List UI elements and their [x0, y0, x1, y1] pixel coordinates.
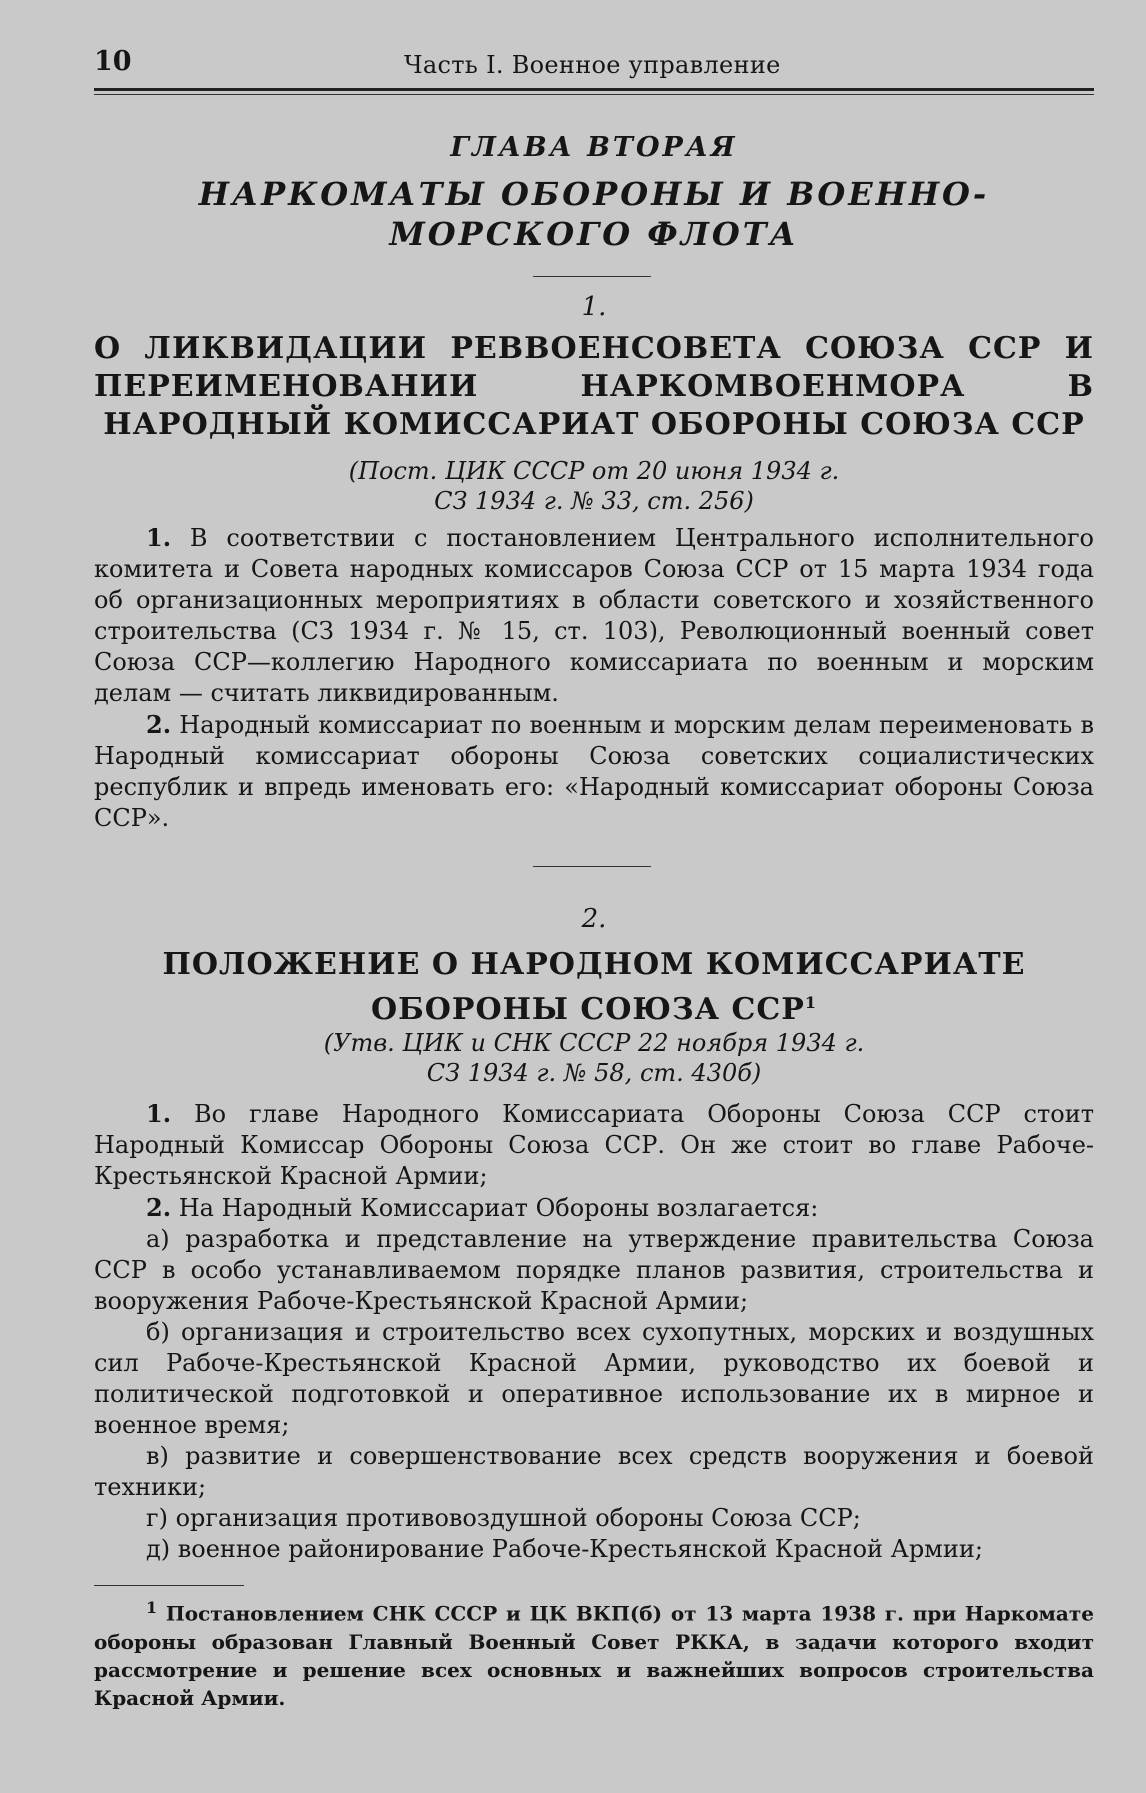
source-line-2: СЗ 1934 г. № 33, ст. 256) [434, 487, 754, 515]
footnote-text: Постановлением СНК СССР и ЦК ВКП(б) от 13 марта 1938 г. при Наркомате обороны образован Главный Военный Совет РККА, в задачи которого входит рассмотрение и решение всех основных и важнейших вопросов строительства Красной Армии. [94, 1601, 1094, 1710]
paragraph-text: В соответствии с постановлением Центрального исполнительного комитета и Совета народных комиссаров Союза ССР от 15 марта 1934 года об организационных мероприятиях в области советского и хозяйственного строительства (СЗ 1934 г. № 15, ст. 103), Революционный военный совет Союза ССР—коллегию Народного комиссариата по военным и морским делам — считать ликвидированным. [94, 524, 1094, 707]
footnote-rule [94, 1585, 244, 1586]
footnote-paragraph [94, 1594, 1094, 1712]
source-line-1: (Утв. ЦИК и СНК СССР 22 ноября 1934 г. [323, 1029, 865, 1057]
section-2-title [94, 946, 1094, 1029]
chapter-label: ГЛАВА ВТОРАЯ [450, 132, 738, 163]
paragraph [94, 1098, 1094, 1192]
footnote-ref[interactable]: 1 [804, 993, 818, 1012]
list-item: б) организация и строительство всех сухопутных, морских и воздушных сил Рабоче-Крестьянской Красной Армии, руководство их боевой и политической подготовкой и оперативное использование их в мирное и военное время; [94, 1318, 1094, 1439]
chapter-title: НАРКОМАТЫ ОБОРОНЫ И ВОЕННО-МОРСКОГО ФЛОТА [198, 175, 990, 253]
list-item: а) разработка и представление на утверждение правительства Союза ССР в особо устанавливаемом порядке планов развития, строительства и вооружения Рабоче-Крестьянской Красной Армии; [94, 1225, 1094, 1315]
source-line-2: СЗ 1934 г. № 58, ст. 430б) [426, 1059, 762, 1087]
paragraph-text: На Народный Комиссариат Обороны возлагается: [178, 1194, 819, 1222]
section-2-title-text: ПОЛОЖЕНИЕ О НАРОДНОМ КОМИССАРИАТЕ ОБОРОНЫ СОЮЗА ССР [162, 947, 1026, 1027]
page-number: 10 [94, 46, 132, 77]
paragraph-text: Во главе Народного Комиссариата Обороны Союза ССР стоит Народный Комиссар Обороны Союза ССР. Он же стоит во главе Рабоче-Крестьянской Красной Армии; [94, 1100, 1094, 1190]
header-rule [94, 88, 1094, 91]
page-header [94, 46, 1094, 82]
paragraph-number: 1. [146, 1099, 172, 1128]
paragraph [94, 709, 1094, 834]
section-1-body [94, 522, 1094, 834]
section-1-title: О ЛИКВИДАЦИИ РЕВВОЕНСОВЕТА СОЮЗА ССР И ПЕРЕИМЕНОВАНИИ НАРКОМВОЕНМОРА В НАРОДНЫЙ КОМИССАРИАТ ОБОРОНЫ СОЮЗА ССР [94, 331, 1094, 442]
section-2-source [94, 1028, 1094, 1088]
section-1-number: 1. [581, 292, 607, 322]
paragraph-text: Народный комиссариат по военным и морским делам переименовать в Народный комиссариат обороны Союза советских социалистических республик и впредь именовать его: «Народный комиссариат обороны Союза ССР». [94, 711, 1094, 832]
section-2-body [94, 1098, 1094, 1565]
paragraph-number: 1. [146, 523, 172, 552]
section-1-source [94, 456, 1094, 516]
footnote [94, 1594, 1094, 1712]
list-item: г) организация противовоздушной обороны Союза ССР; [146, 1504, 861, 1532]
paragraph-number: 2. [146, 710, 172, 739]
list-item: д) военное районирование Рабоче-Крестьянской Красной Армии; [146, 1535, 983, 1563]
section-divider [533, 276, 651, 277]
running-title: Часть I. Военное управление [404, 51, 781, 79]
paragraph [94, 1192, 1094, 1224]
source-line-1: (Пост. ЦИК СССР от 20 июня 1934 г. [348, 457, 840, 485]
list-item: в) развитие и совершенствование всех средств вооружения и боевой техники; [94, 1442, 1094, 1501]
section-divider [533, 866, 651, 867]
footnote-mark: 1 [146, 1598, 158, 1617]
paragraph-number: 2. [146, 1193, 172, 1222]
paragraph [94, 522, 1094, 709]
header-rule-thin [94, 94, 1094, 95]
section-2-number: 2. [581, 904, 607, 934]
